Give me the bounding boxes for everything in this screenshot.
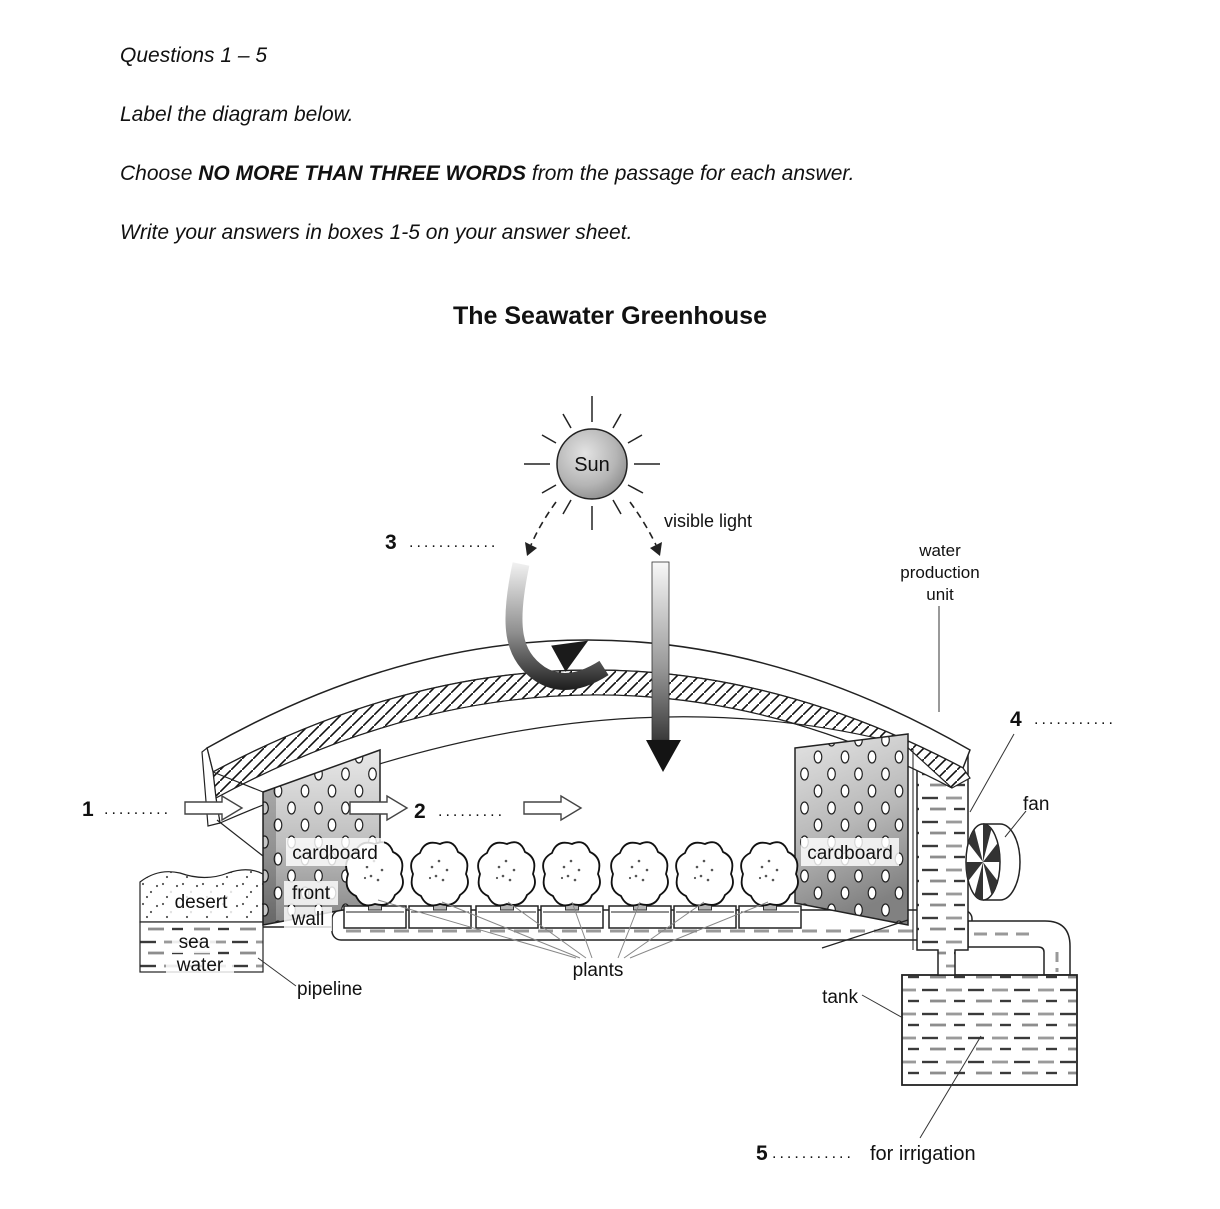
plant xyxy=(676,842,733,910)
svg-text:5: 5 xyxy=(756,1142,768,1165)
svg-text:4: 4 xyxy=(1010,708,1022,731)
svg-text:2: 2 xyxy=(414,800,426,823)
svg-text:cardboard: cardboard xyxy=(292,843,378,864)
pipeline-label: pipeline xyxy=(297,979,363,1000)
plant xyxy=(741,842,798,910)
instruction-word-limit-bold: NO MORE THAN THREE WORDS xyxy=(198,162,527,185)
answer-blank-4 xyxy=(1010,708,1116,731)
sun-ray-arrows xyxy=(525,502,662,556)
tank xyxy=(902,975,1077,1085)
svg-text:unit: unit xyxy=(926,585,954,604)
plant xyxy=(478,842,535,910)
plant xyxy=(543,842,600,910)
answer-blank-5-suffix: for irrigation xyxy=(870,1143,976,1165)
svg-text:cardboard: cardboard xyxy=(807,843,893,864)
pipeline-leader xyxy=(258,958,296,986)
svg-text:...........: ........... xyxy=(1034,711,1116,728)
plant xyxy=(611,842,668,910)
svg-text:water: water xyxy=(919,541,961,560)
desert-label xyxy=(170,891,232,913)
svg-text:front: front xyxy=(291,883,331,904)
diagram-title: The Seawater Greenhouse xyxy=(452,302,767,330)
svg-text:1: 1 xyxy=(82,798,94,821)
cardboard-left-label xyxy=(286,838,384,866)
svg-text:production: production xyxy=(900,563,980,582)
answer-blank-2 xyxy=(414,800,505,823)
svg-text:water: water xyxy=(176,955,224,976)
plants-label: plants xyxy=(572,960,624,981)
tank-label: tank xyxy=(822,987,858,1008)
svg-text:wall: wall xyxy=(291,909,325,930)
pipe-elbow xyxy=(968,921,1070,975)
instruction-questions-range: Questions 1 – 5 xyxy=(120,44,268,67)
plant xyxy=(411,842,468,910)
svg-text:.........: ......... xyxy=(438,803,506,820)
cardboard-right-label xyxy=(801,838,899,866)
instruction-answer-sheet: Write your answers in boxes 1-5 on your answer sheet. xyxy=(120,221,633,244)
sun-label: Sun xyxy=(574,454,610,476)
fan-label: fan xyxy=(1023,794,1050,815)
instruction-word-limit-prefix: Choose xyxy=(120,162,199,185)
svg-text:3: 3 xyxy=(385,531,397,554)
answer-blank-1 xyxy=(82,798,171,821)
instruction-task: Label the diagram below. xyxy=(120,103,354,126)
water-production-unit-label xyxy=(900,541,979,604)
sun-icon xyxy=(524,396,660,530)
plants-row xyxy=(346,842,798,910)
airflow-arrow-2b xyxy=(524,796,581,820)
tank-leader xyxy=(862,995,903,1018)
svg-text:...........: ........... xyxy=(772,1145,854,1162)
answer-blank-5 xyxy=(756,1142,976,1165)
visible-light-label: visible light xyxy=(664,511,753,531)
svg-text:.........: ......... xyxy=(104,801,172,818)
water-production-unit-column xyxy=(917,752,968,975)
instruction-word-limit-suffix: from the passage for each answer. xyxy=(526,162,855,185)
svg-text:............: ............ xyxy=(409,534,499,551)
svg-text:desert: desert xyxy=(174,892,228,913)
q4-leader xyxy=(970,734,1014,812)
svg-text:sea: sea xyxy=(178,932,210,953)
fan-icon xyxy=(966,824,1020,900)
answer-blank-3 xyxy=(385,531,498,554)
